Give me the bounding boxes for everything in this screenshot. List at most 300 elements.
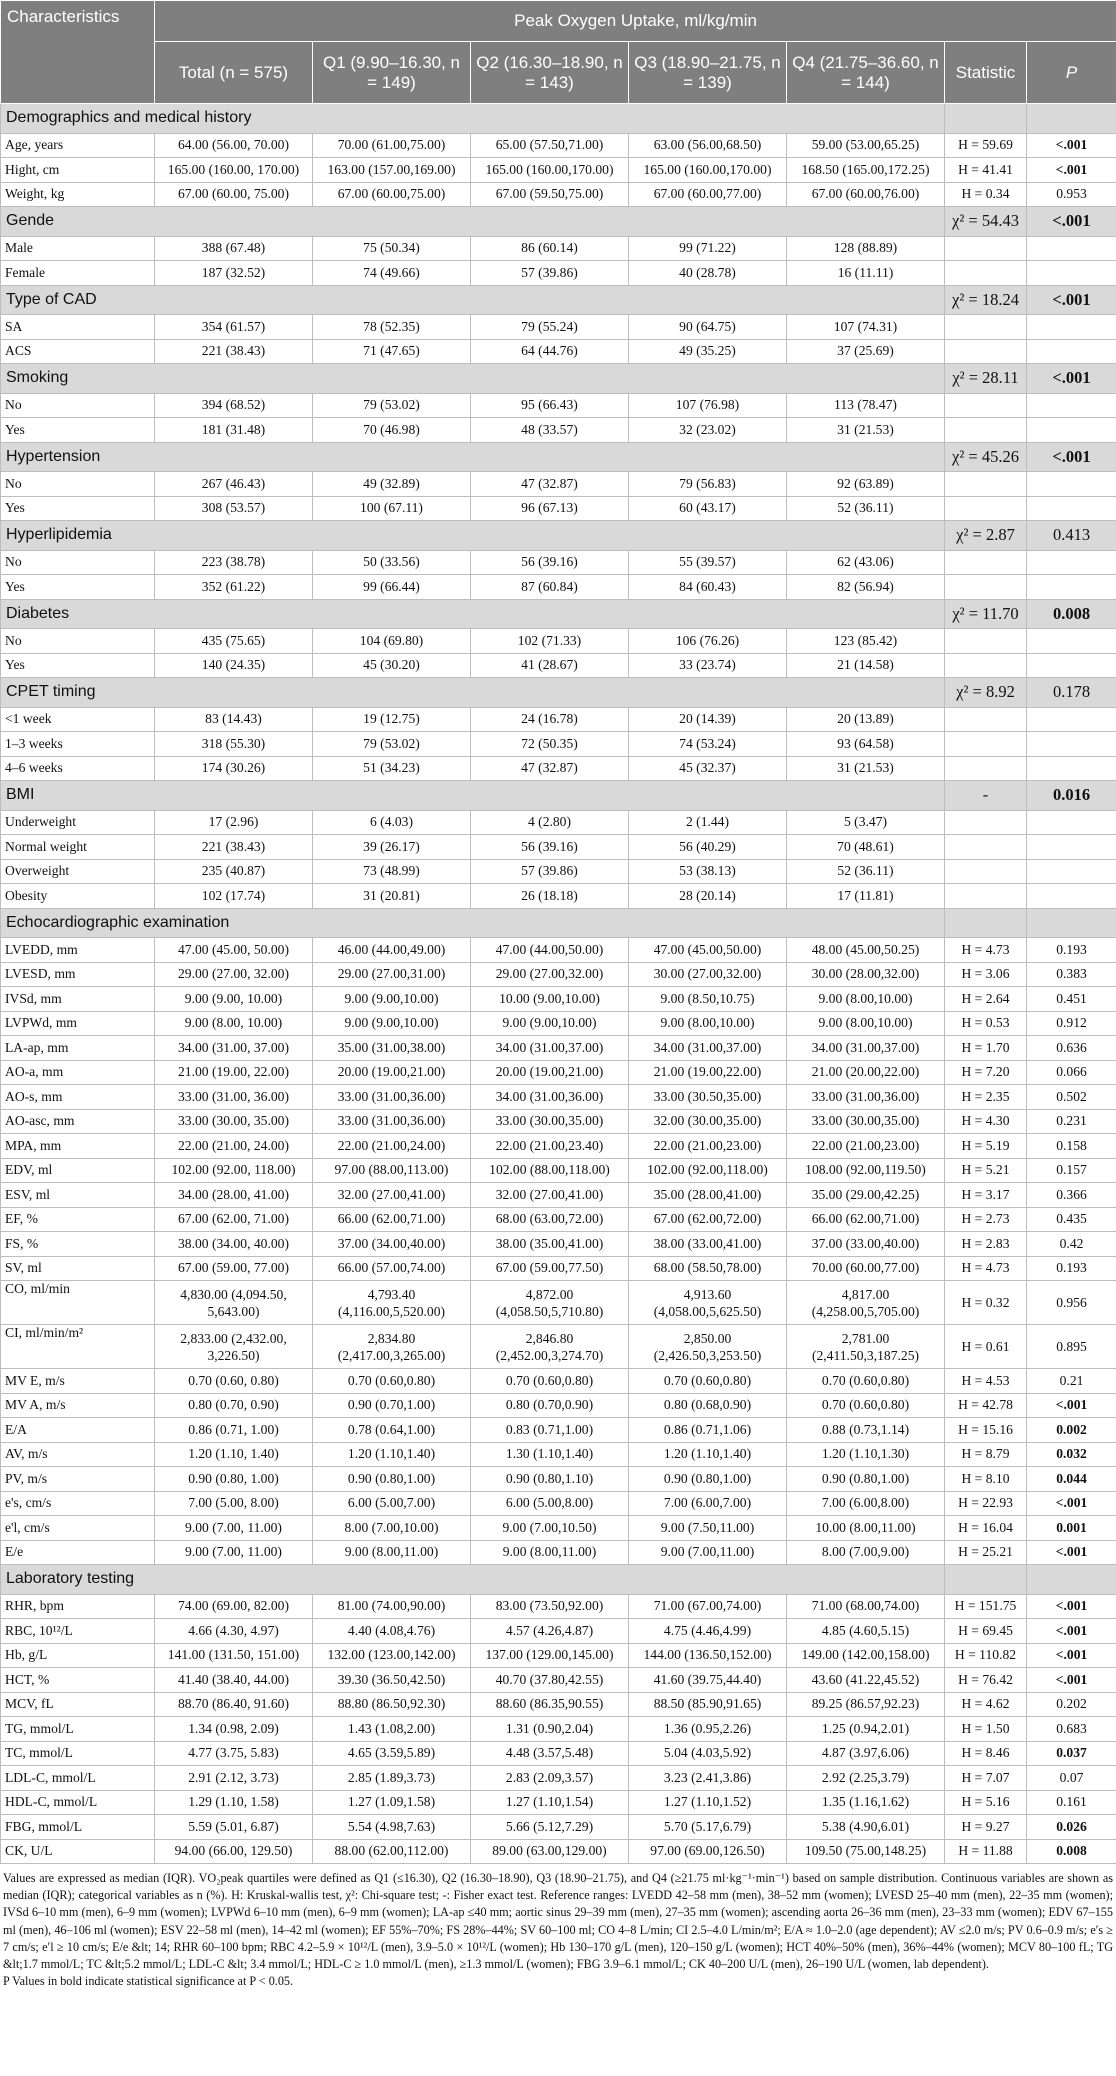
q1-cell: 22.00 (21.00,24.00) <box>313 1134 471 1159</box>
p-value-cell: 0.636 <box>1027 1036 1116 1061</box>
q1-cell: 70 (46.98) <box>313 418 471 443</box>
q2-cell: 57 (39.86) <box>471 261 629 286</box>
row-label: CO, ml/min <box>1 1281 155 1325</box>
table-row <box>1 496 1116 521</box>
total-cell: 22.00 (21.00, 24.00) <box>155 1134 313 1159</box>
total-cell: 67.00 (59.00, 77.00) <box>155 1256 313 1281</box>
q4-cell: 17 (11.81) <box>787 884 945 909</box>
total-cell: 394 (68.52) <box>155 393 313 418</box>
q2-cell: 47 (32.87) <box>471 756 629 781</box>
p-value-cell: 0.42 <box>1027 1232 1116 1257</box>
section-row <box>1 678 1116 708</box>
q4-cell: 0.88 (0.73,1.14) <box>787 1418 945 1443</box>
p-value-cell: 0.912 <box>1027 1011 1116 1036</box>
statistic-cell <box>945 756 1027 781</box>
q1-cell: 31 (20.81) <box>313 884 471 909</box>
q2-cell: 67.00 (59.50,75.00) <box>471 182 629 207</box>
row-label: HDL-C, mmol/L <box>1 1790 155 1815</box>
total-cell: 41.40 (38.40, 44.00) <box>155 1668 313 1693</box>
p-value-cell <box>1027 707 1116 732</box>
table-row <box>1 1158 1116 1183</box>
p-value-cell: <.001 <box>1027 158 1116 183</box>
p-value-cell <box>1027 810 1116 835</box>
header-total: Total (n = 575) <box>155 42 313 104</box>
q4-cell: 92 (63.89) <box>787 472 945 497</box>
q3-cell: 0.90 (0.80,1.00) <box>629 1467 787 1492</box>
q2-cell: 34.00 (31.00,37.00) <box>471 1036 629 1061</box>
q1-cell: 19 (12.75) <box>313 707 471 732</box>
statistic-cell: H = 41.41 <box>945 158 1027 183</box>
total-cell: 0.70 (0.60, 0.80) <box>155 1369 313 1394</box>
statistic-cell: H = 2.35 <box>945 1085 1027 1110</box>
statistic-cell: H = 76.42 <box>945 1668 1027 1693</box>
total-cell: 1.34 (0.98, 2.09) <box>155 1717 313 1742</box>
table-row <box>1 1036 1116 1061</box>
q3-cell: 4.75 (4.46,4.99) <box>629 1619 787 1644</box>
p-value-cell: 0.158 <box>1027 1134 1116 1159</box>
q1-cell: 0.90 (0.80,1.00) <box>313 1467 471 1492</box>
q3-cell: 2,850.00 (2,426.50,3,253.50) <box>629 1325 787 1369</box>
total-cell: 83 (14.43) <box>155 707 313 732</box>
section-label: Hypertension <box>1 442 945 472</box>
statistic-cell <box>945 550 1027 575</box>
q3-cell: 67.00 (62.00,72.00) <box>629 1207 787 1232</box>
q2-cell: 47.00 (44.00,50.00) <box>471 938 629 963</box>
p-value-cell <box>1027 653 1116 678</box>
total-cell: 4,830.00 (4,094.50, 5,643.00) <box>155 1281 313 1325</box>
statistic-cell <box>945 732 1027 757</box>
statistic-cell: H = 5.16 <box>945 1790 1027 1815</box>
total-cell: 94.00 (66.00, 129.50) <box>155 1839 313 1864</box>
q1-cell: 4.65 (3.59,5.89) <box>313 1741 471 1766</box>
statistic-cell <box>945 339 1027 364</box>
total-cell: 102 (17.74) <box>155 884 313 909</box>
q1-cell: 20.00 (19.00,21.00) <box>313 1060 471 1085</box>
table-row <box>1 1207 1116 1232</box>
q4-cell: 20 (13.89) <box>787 707 945 732</box>
table-row <box>1 859 1116 884</box>
row-label: PV, m/s <box>1 1467 155 1492</box>
row-label: MCV, fL <box>1 1692 155 1717</box>
q4-cell: 107 (74.31) <box>787 315 945 340</box>
q1-cell: 73 (48.99) <box>313 859 471 884</box>
row-label: Weight, kg <box>1 182 155 207</box>
statistic-cell: H = 0.61 <box>945 1325 1027 1369</box>
header-statistic: Statistic <box>945 42 1027 104</box>
table-row <box>1 835 1116 860</box>
q3-cell: 35.00 (28.00,41.00) <box>629 1183 787 1208</box>
q3-cell: 1.27 (1.10,1.52) <box>629 1790 787 1815</box>
q3-cell: 0.86 (0.71,1.06) <box>629 1418 787 1443</box>
statistic-cell: H = 110.82 <box>945 1643 1027 1668</box>
q4-cell: 89.25 (86.57,92.23) <box>787 1692 945 1717</box>
q1-cell: 4,793.40 (4,116.00,5,520.00) <box>313 1281 471 1325</box>
row-label: E/A <box>1 1418 155 1443</box>
q3-cell: 74 (53.24) <box>629 732 787 757</box>
q2-cell: 48 (33.57) <box>471 418 629 443</box>
q4-cell: 62 (43.06) <box>787 550 945 575</box>
q4-cell: 33.00 (31.00,36.00) <box>787 1085 945 1110</box>
section-row <box>1 285 1116 315</box>
q4-cell: 113 (78.47) <box>787 393 945 418</box>
q2-cell: 56 (39.16) <box>471 550 629 575</box>
total-cell: 2,833.00 (2,432.00, 3,226.50) <box>155 1325 313 1369</box>
statistic-cell: H = 2.83 <box>945 1232 1027 1257</box>
statistic-cell: H = 42.78 <box>945 1393 1027 1418</box>
total-cell: 221 (38.43) <box>155 835 313 860</box>
total-cell: 174 (30.26) <box>155 756 313 781</box>
q4-cell: 31 (21.53) <box>787 756 945 781</box>
q3-cell: 9.00 (7.00,11.00) <box>629 1540 787 1565</box>
q1-cell: 79 (53.02) <box>313 732 471 757</box>
q3-cell: 41.60 (39.75,44.40) <box>629 1668 787 1693</box>
q2-cell: 56 (39.16) <box>471 835 629 860</box>
q3-cell: 107 (76.98) <box>629 393 787 418</box>
q3-cell: 9.00 (8.00,10.00) <box>629 1011 787 1036</box>
q3-cell: 4,913.60 (4,058.00,5,625.50) <box>629 1281 787 1325</box>
q1-cell: 132.00 (123.00,142.00) <box>313 1643 471 1668</box>
row-label: Age, years <box>1 133 155 158</box>
row-label: SV, ml <box>1 1256 155 1281</box>
total-cell: 223 (38.78) <box>155 550 313 575</box>
header-q1: Q1 (9.90–16.30, n = 149) <box>313 42 471 104</box>
q3-cell: 55 (39.57) <box>629 550 787 575</box>
q4-cell: 31 (21.53) <box>787 418 945 443</box>
q3-cell: 5.04 (4.03,5.92) <box>629 1741 787 1766</box>
q4-cell: 123 (85.42) <box>787 629 945 654</box>
q4-cell: 0.90 (0.80,1.00) <box>787 1467 945 1492</box>
statistic-cell <box>945 496 1027 521</box>
total-cell: 181 (31.48) <box>155 418 313 443</box>
statistic-cell: H = 0.53 <box>945 1011 1027 1036</box>
q1-cell: 2.85 (1.89,3.73) <box>313 1766 471 1791</box>
p-value-cell: 0.032 <box>1027 1442 1116 1467</box>
q1-cell: 99 (66.44) <box>313 575 471 600</box>
row-label: IVSd, mm <box>1 987 155 1012</box>
statistic-cell: - <box>945 781 1027 811</box>
total-cell: 38.00 (34.00, 40.00) <box>155 1232 313 1257</box>
total-cell: 0.80 (0.70, 0.90) <box>155 1393 313 1418</box>
p-value-cell: 0.383 <box>1027 962 1116 987</box>
q4-cell: 71.00 (68.00,74.00) <box>787 1594 945 1619</box>
q2-cell: 9.00 (7.00,10.50) <box>471 1516 629 1541</box>
q2-cell: 72 (50.35) <box>471 732 629 757</box>
table-row <box>1 339 1116 364</box>
p-value-cell <box>1027 884 1116 909</box>
table-row <box>1 1839 1116 1864</box>
q4-cell: 1.25 (0.94,2.01) <box>787 1717 945 1742</box>
q3-cell: 0.80 (0.68,0.90) <box>629 1393 787 1418</box>
row-label: SA <box>1 315 155 340</box>
statistic-cell: H = 25.21 <box>945 1540 1027 1565</box>
q4-cell: 52 (36.11) <box>787 496 945 521</box>
p-value-cell: <.001 <box>1027 1643 1116 1668</box>
p-value-cell: 0.193 <box>1027 938 1116 963</box>
statistic-cell <box>945 908 1027 938</box>
table-row <box>1 810 1116 835</box>
p-value-cell: <.001 <box>1027 1594 1116 1619</box>
q1-cell: 33.00 (31.00,36.00) <box>313 1085 471 1110</box>
q2-cell: 6.00 (5.00,8.00) <box>471 1491 629 1516</box>
total-cell: 47.00 (45.00, 50.00) <box>155 938 313 963</box>
q2-cell: 89.00 (63.00,129.00) <box>471 1839 629 1864</box>
footnote-definitions: Values are expressed as median (IQR). VO₂peak quartiles were defined as Q1 (≤16.30), Q2 (16.30–18.90), Q3 (18.90–21.75), and Q4 (≥21.75 ml·kg⁻¹·min⁻¹) based on sample distribution. Continuous variables are shown as median (IQR); categorical variables as n (%). H: Kruskal-wallis test, χ²: Chi-square test; -: Fisher exact test. Reference ranges: LVEDD 42–58 mm (men), 38–52 mm (women); LVESD 25–40 mm (men), 22–35 mm (women); IVSd 6–10 mm (men), 6–9 mm (women); LVPWd 6–10 mm (men), 6–9 mm (women); LA-ap ≤40 mm; aortic sinus 29–39 mm (men), 27–35 mm (women); ascending aorta 26–36 mm (men), 23–33 mm (women); EDV 67–155 ml (men), 46–106 ml (women); ESV 22–58 ml (men), 14–42 ml (women); EF 55%–70%; FS 28%–44%; SV 60–100 ml; CO 4–8 L/min; CI 2.5–4.0 L/min/m²; E/A ≈ 1.0–2.0 (age dependent); AV ≤2.0 m/s; PV 0.6–0.9 m/s; e′s ≥ 7 cm/s; e′l ≥ 10 cm/s; E/e &lt; 14; RHR 60–100 bpm; RBC 4.2–5.9 × 10¹²/L (men), 3.9–5.0 × 10¹²/L (women); Hb 130–170 g/L (men), 120–150 g/L (women); HCT 40%–50% (men), 36%–44% (women); MCV 80–100 fL; TG &lt;1.7 mmol/L; TC &lt;5.2 mmol/L; LDL-C &lt; 3.4 mmol/L; HDL-C ≥ 1.0 mmol/L (men), ≥1.3 mmol/L (women); FBG 3.9–6.1 mmol/L; CK 40–200 U/L (men), 26–190 U/L (women, lab dependent). <box>3 1871 1113 1972</box>
statistic-cell: H = 5.21 <box>945 1158 1027 1183</box>
statistic-cell: H = 8.10 <box>945 1467 1027 1492</box>
q3-cell: 5.70 (5.17,6.79) <box>629 1815 787 1840</box>
total-cell: 9.00 (8.00, 10.00) <box>155 1011 313 1036</box>
q2-cell: 26 (18.18) <box>471 884 629 909</box>
total-cell: 0.86 (0.71, 1.00) <box>155 1418 313 1443</box>
statistic-cell: H = 5.19 <box>945 1134 1027 1159</box>
p-value-cell <box>1027 1565 1116 1595</box>
q2-cell: 29.00 (27.00,32.00) <box>471 962 629 987</box>
q3-cell: 40 (28.78) <box>629 261 787 286</box>
p-value-cell: 0.953 <box>1027 182 1116 207</box>
total-cell: 140 (24.35) <box>155 653 313 678</box>
p-value-cell: 0.193 <box>1027 1256 1116 1281</box>
q4-cell: 70 (48.61) <box>787 835 945 860</box>
q3-cell: 106 (76.26) <box>629 629 787 654</box>
p-value-cell: 0.683 <box>1027 1717 1116 1742</box>
q1-cell: 79 (53.02) <box>313 393 471 418</box>
q4-cell: 30.00 (28.00,32.00) <box>787 962 945 987</box>
q1-cell: 9.00 (9.00,10.00) <box>313 1011 471 1036</box>
header-group-title: Peak Oxygen Uptake, ml/kg/min <box>155 1 1116 42</box>
table-row <box>1 1109 1116 1134</box>
statistic-cell <box>945 629 1027 654</box>
total-cell: 33.00 (31.00, 36.00) <box>155 1085 313 1110</box>
p-value-cell: <.001 <box>1027 364 1116 394</box>
row-label: Male <box>1 236 155 261</box>
total-cell: 88.70 (86.40, 91.60) <box>155 1692 313 1717</box>
table-row <box>1 1741 1116 1766</box>
statistic-cell <box>945 653 1027 678</box>
q3-cell: 144.00 (136.50,152.00) <box>629 1643 787 1668</box>
p-value-cell: <.001 <box>1027 1619 1116 1644</box>
q3-cell: 49 (35.25) <box>629 339 787 364</box>
q1-cell: 78 (52.35) <box>313 315 471 340</box>
q4-cell: 70.00 (60.00,77.00) <box>787 1256 945 1281</box>
q2-cell: 0.70 (0.60,0.80) <box>471 1369 629 1394</box>
statistic-cell: H = 0.34 <box>945 182 1027 207</box>
q4-cell: 4.87 (3.97,6.06) <box>787 1741 945 1766</box>
q3-cell: 3.23 (2.41,3.86) <box>629 1766 787 1791</box>
p-value-cell <box>1027 418 1116 443</box>
q4-cell: 37 (25.69) <box>787 339 945 364</box>
q2-cell: 1.30 (1.10,1.40) <box>471 1442 629 1467</box>
row-label: Yes <box>1 418 155 443</box>
statistic-cell <box>945 104 1027 134</box>
table-row <box>1 1790 1116 1815</box>
q3-cell: 1.20 (1.10,1.40) <box>629 1442 787 1467</box>
q1-cell: 1.43 (1.08,2.00) <box>313 1717 471 1742</box>
p-value-cell <box>1027 472 1116 497</box>
p-value-cell: 0.026 <box>1027 1815 1116 1840</box>
total-cell: 187 (32.52) <box>155 261 313 286</box>
q3-cell: 9.00 (7.50,11.00) <box>629 1516 787 1541</box>
q2-cell: 4.48 (3.57,5.48) <box>471 1741 629 1766</box>
table-row <box>1 1491 1116 1516</box>
q2-cell: 2.83 (2.09,3.57) <box>471 1766 629 1791</box>
table-row <box>1 261 1116 286</box>
header-characteristics: Characteristics <box>1 1 155 104</box>
statistic-cell: H = 4.73 <box>945 1256 1027 1281</box>
row-label: Underweight <box>1 810 155 835</box>
section-row <box>1 207 1116 237</box>
section-label: Demographics and medical history <box>1 104 945 134</box>
statistic-cell: χ² = 8.92 <box>945 678 1027 708</box>
q1-cell: 9.00 (9.00,10.00) <box>313 987 471 1012</box>
p-value-cell: 0.157 <box>1027 1158 1116 1183</box>
row-label: HCT, % <box>1 1668 155 1693</box>
q1-cell: 35.00 (31.00,38.00) <box>313 1036 471 1061</box>
total-cell: 67.00 (62.00, 71.00) <box>155 1207 313 1232</box>
table-row <box>1 550 1116 575</box>
table-row <box>1 1232 1116 1257</box>
statistic-cell: χ² = 11.70 <box>945 599 1027 629</box>
q3-cell: 33 (23.74) <box>629 653 787 678</box>
q2-cell: 83.00 (73.50,92.00) <box>471 1594 629 1619</box>
row-label: LVPWd, mm <box>1 1011 155 1036</box>
total-cell: 1.29 (1.10, 1.58) <box>155 1790 313 1815</box>
q1-cell: 29.00 (27.00,31.00) <box>313 962 471 987</box>
row-label: TG, mmol/L <box>1 1717 155 1742</box>
row-label: Female <box>1 261 155 286</box>
row-label: No <box>1 629 155 654</box>
table-row <box>1 1134 1116 1159</box>
p-value-cell <box>1027 550 1116 575</box>
total-cell: 235 (40.87) <box>155 859 313 884</box>
total-cell: 435 (75.65) <box>155 629 313 654</box>
q4-cell: 5.38 (4.90,6.01) <box>787 1815 945 1840</box>
q2-cell: 0.83 (0.71,1.00) <box>471 1418 629 1443</box>
header-q3: Q3 (18.90–21.75, n = 139) <box>629 42 787 104</box>
statistic-cell: H = 3.06 <box>945 962 1027 987</box>
section-label: BMI <box>1 781 945 811</box>
table-row <box>1 1183 1116 1208</box>
statistic-cell <box>945 810 1027 835</box>
section-label: Diabetes <box>1 599 945 629</box>
total-cell: 165.00 (160.00, 170.00) <box>155 158 313 183</box>
row-label: LA-ap, mm <box>1 1036 155 1061</box>
p-value-cell: 0.435 <box>1027 1207 1116 1232</box>
row-label: No <box>1 393 155 418</box>
total-cell: 7.00 (5.00, 8.00) <box>155 1491 313 1516</box>
table-row <box>1 1442 1116 1467</box>
q3-cell: 60 (43.17) <box>629 496 787 521</box>
statistic-cell: H = 0.32 <box>945 1281 1027 1325</box>
p-value-cell: 0.21 <box>1027 1369 1116 1394</box>
table-row <box>1 418 1116 443</box>
q3-cell: 32.00 (30.00,35.00) <box>629 1109 787 1134</box>
total-cell: 64.00 (56.00, 70.00) <box>155 133 313 158</box>
total-cell: 9.00 (7.00, 11.00) <box>155 1516 313 1541</box>
p-value-cell <box>1027 859 1116 884</box>
q1-cell: 2,834.80 (2,417.00,3,265.00) <box>313 1325 471 1369</box>
q1-cell: 67.00 (60.00,75.00) <box>313 182 471 207</box>
table-row <box>1 182 1116 207</box>
q3-cell: 22.00 (21.00,23.00) <box>629 1134 787 1159</box>
p-value-cell <box>1027 835 1116 860</box>
q4-cell: 9.00 (8.00,10.00) <box>787 1011 945 1036</box>
total-cell: 2.91 (2.12, 3.73) <box>155 1766 313 1791</box>
row-label: E/e <box>1 1540 155 1565</box>
q2-cell: 40.70 (37.80,42.55) <box>471 1668 629 1693</box>
q2-cell: 65.00 (57.50,71.00) <box>471 133 629 158</box>
q2-cell: 87 (60.84) <box>471 575 629 600</box>
q3-cell: 90 (64.75) <box>629 315 787 340</box>
statistic-cell <box>945 315 1027 340</box>
row-label: AO-a, mm <box>1 1060 155 1085</box>
q4-cell: 43.60 (41.22,45.52) <box>787 1668 945 1693</box>
total-cell: 29.00 (27.00, 32.00) <box>155 962 313 987</box>
total-cell: 0.90 (0.80, 1.00) <box>155 1467 313 1492</box>
p-value-cell <box>1027 575 1116 600</box>
q4-cell: 82 (56.94) <box>787 575 945 600</box>
total-cell: 9.00 (7.00, 11.00) <box>155 1540 313 1565</box>
p-value-cell: 0.161 <box>1027 1790 1116 1815</box>
q4-cell: 59.00 (53.00,65.25) <box>787 133 945 158</box>
q2-cell: 1.27 (1.10,1.54) <box>471 1790 629 1815</box>
section-label: Echocardiographic examination <box>1 908 945 938</box>
p-value-cell: 0.895 <box>1027 1325 1116 1369</box>
q4-cell: 4,817.00 (4,258.00,5,705.00) <box>787 1281 945 1325</box>
q2-cell: 86 (60.14) <box>471 236 629 261</box>
section-row <box>1 908 1116 938</box>
q2-cell: 33.00 (30.00,35.00) <box>471 1109 629 1134</box>
row-label: Overweight <box>1 859 155 884</box>
q4-cell: 7.00 (6.00,8.00) <box>787 1491 945 1516</box>
statistic-cell: H = 8.79 <box>945 1442 1027 1467</box>
q2-cell: 4,872.00 (4,058.50,5,710.80) <box>471 1281 629 1325</box>
q4-cell: 21 (14.58) <box>787 653 945 678</box>
total-cell: 33.00 (30.00, 35.00) <box>155 1109 313 1134</box>
q1-cell: 66.00 (62.00,71.00) <box>313 1207 471 1232</box>
table-row <box>1 1060 1116 1085</box>
section-row <box>1 1565 1116 1595</box>
p-value-cell: 0.008 <box>1027 1839 1116 1864</box>
q3-cell: 21.00 (19.00,22.00) <box>629 1060 787 1085</box>
q2-cell: 165.00 (160.00,170.00) <box>471 158 629 183</box>
statistic-cell: H = 1.50 <box>945 1717 1027 1742</box>
q2-cell: 79 (55.24) <box>471 315 629 340</box>
p-value-cell <box>1027 496 1116 521</box>
statistic-cell <box>945 884 1027 909</box>
p-value-cell: <.001 <box>1027 133 1116 158</box>
table-row <box>1 756 1116 781</box>
statistic-cell <box>945 236 1027 261</box>
q4-cell: 16 (11.11) <box>787 261 945 286</box>
section-label: CPET timing <box>1 678 945 708</box>
total-cell: 5.59 (5.01, 6.87) <box>155 1815 313 1840</box>
q4-cell: 37.00 (33.00,40.00) <box>787 1232 945 1257</box>
q2-cell: 57 (39.86) <box>471 859 629 884</box>
p-value-cell: 0.002 <box>1027 1418 1116 1443</box>
p-value-cell: 0.202 <box>1027 1692 1116 1717</box>
q2-cell: 95 (66.43) <box>471 393 629 418</box>
table-row <box>1 962 1116 987</box>
total-cell: 141.00 (131.50, 151.00) <box>155 1643 313 1668</box>
table-row <box>1 575 1116 600</box>
q1-cell: 163.00 (157.00,169.00) <box>313 158 471 183</box>
q4-cell: 128 (88.89) <box>787 236 945 261</box>
total-cell: 221 (38.43) <box>155 339 313 364</box>
statistic-cell: H = 1.70 <box>945 1036 1027 1061</box>
q3-cell: 7.00 (6.00,7.00) <box>629 1491 787 1516</box>
total-cell: 267 (46.43) <box>155 472 313 497</box>
table-row <box>1 158 1116 183</box>
